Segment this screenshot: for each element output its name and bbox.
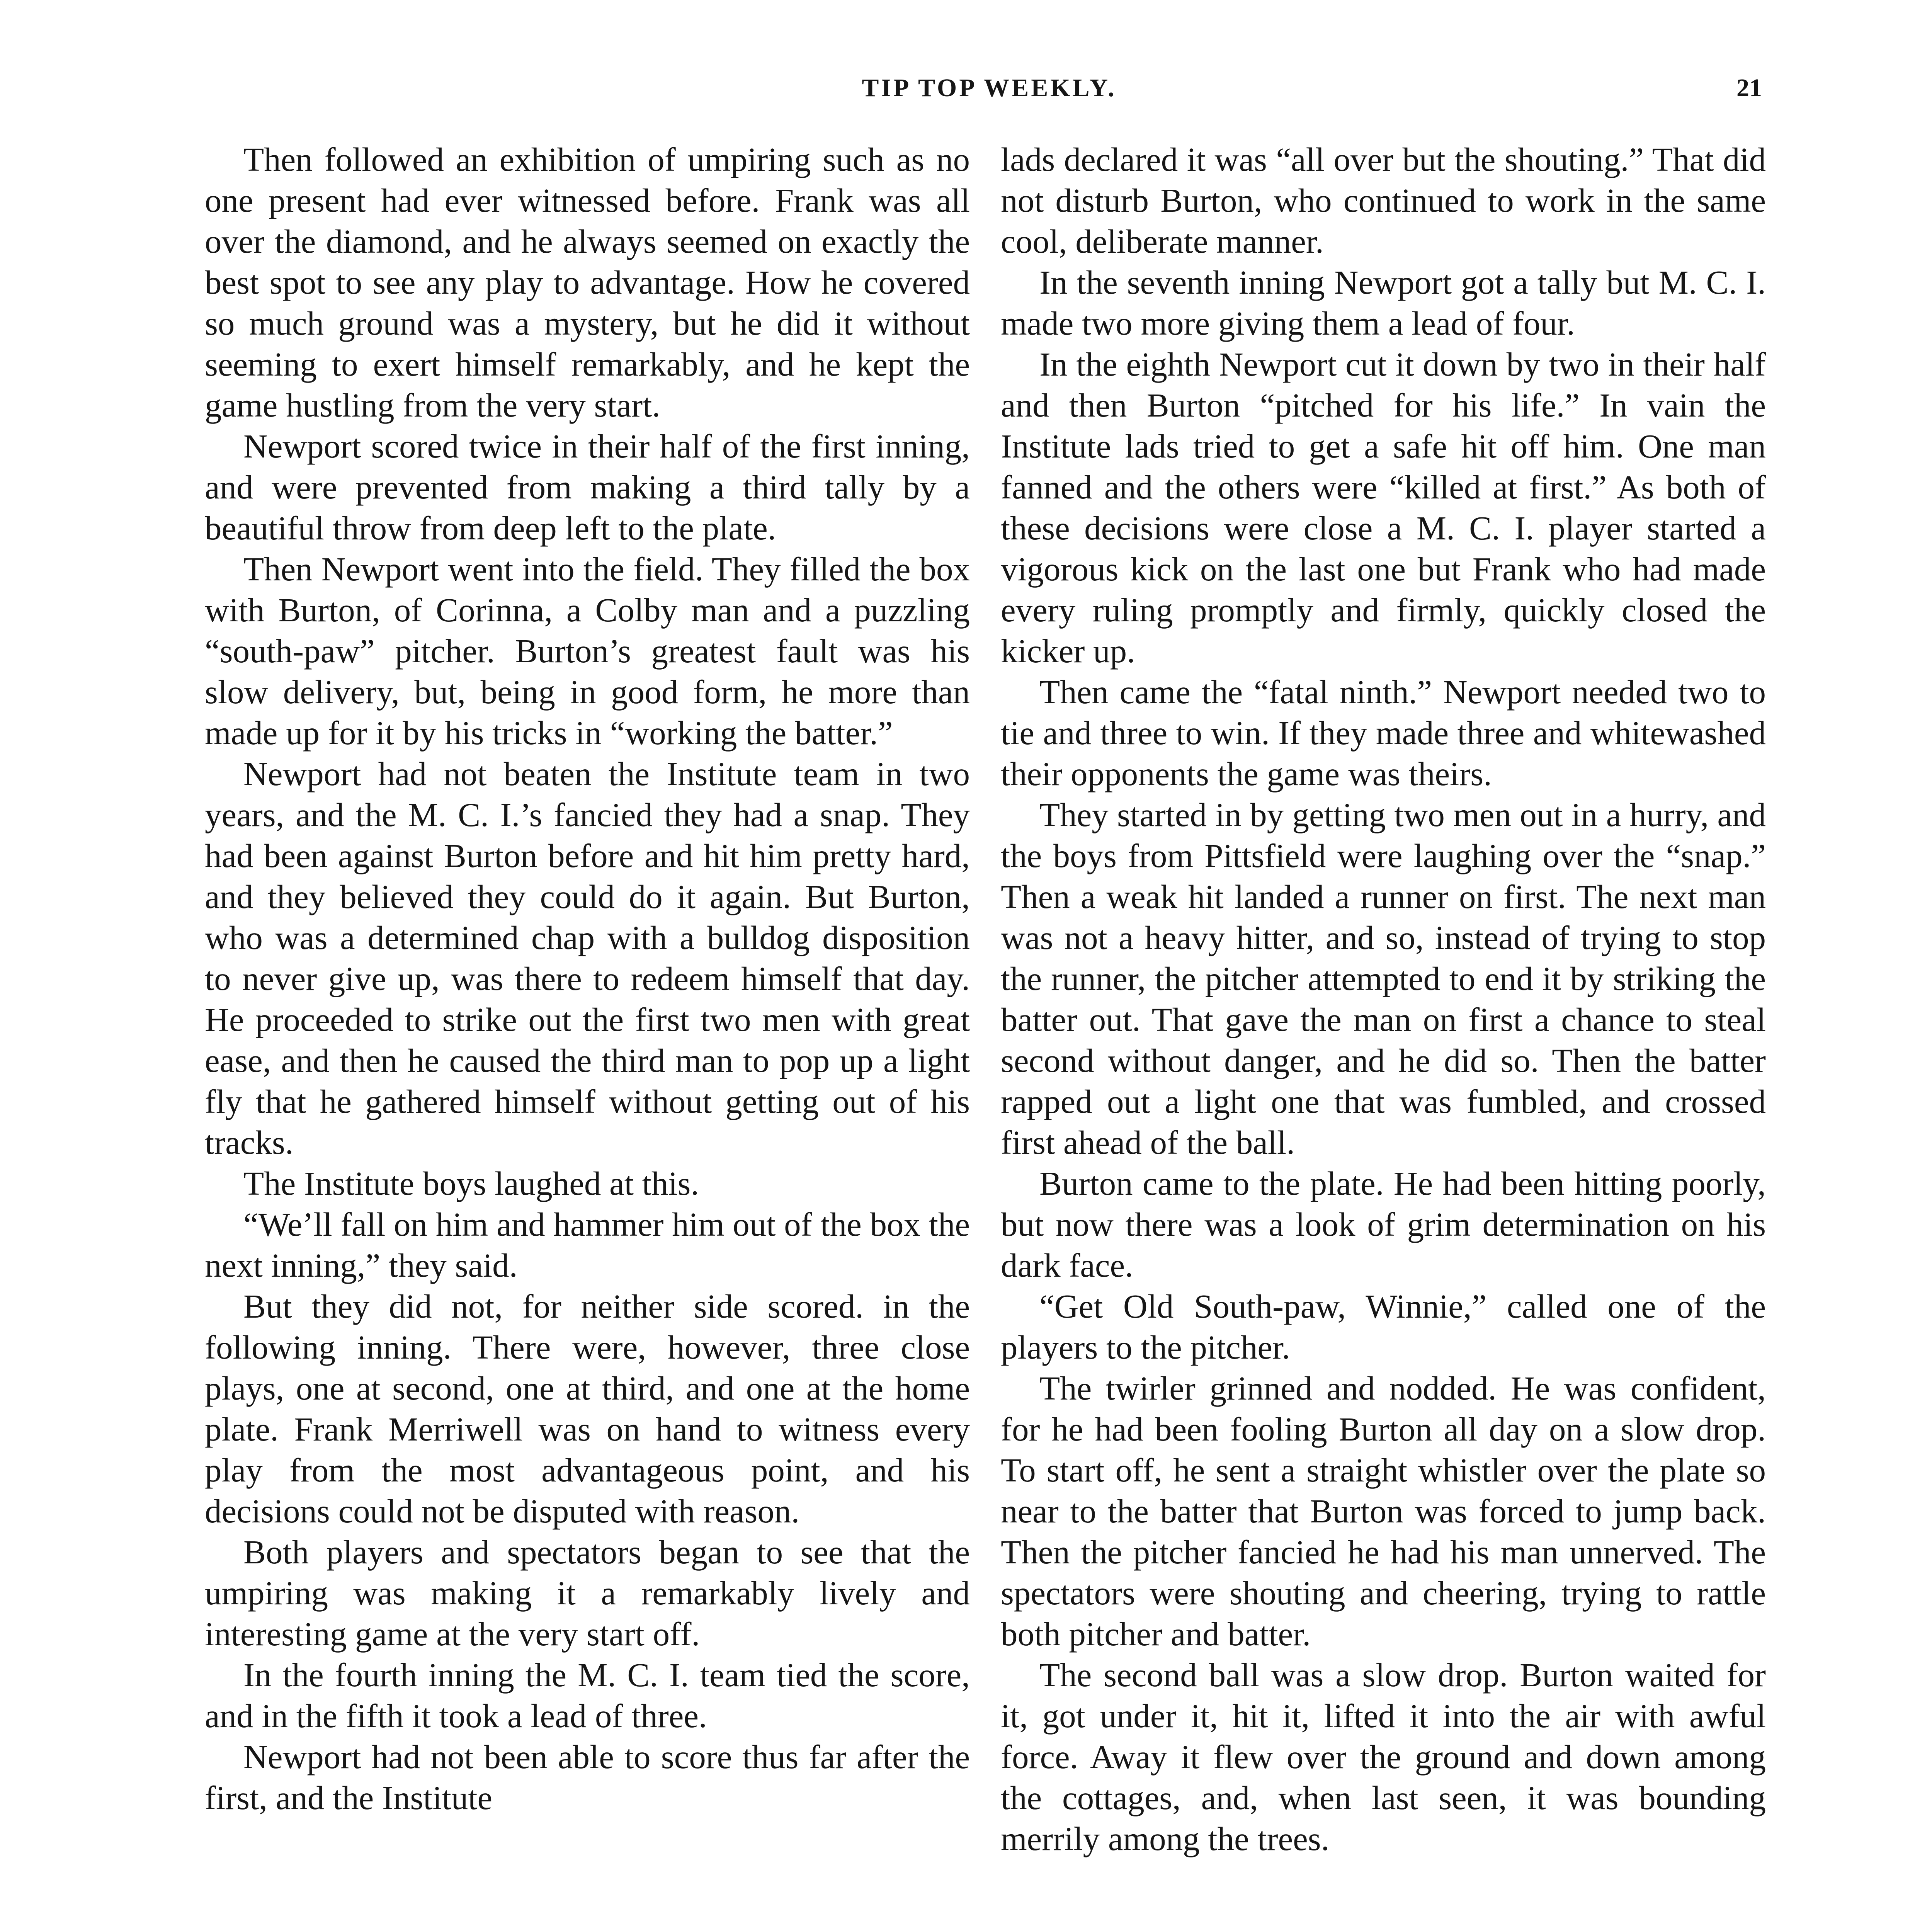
right-column [1001, 139, 1766, 1932]
paragraph: Both players and spectators began to see that the umpiring was making it a remarkably lively and interesting game at the very start off. [205, 1533, 970, 1653]
page-header [0, 58, 1932, 128]
left-column [205, 139, 970, 1932]
paragraph: The second ball was a slow drop. Burton waited for it, got under it, hit it, lifted it into the air with awful force. Away it flew over the ground and down among the cottages, and, when last seen, it was bounding merrily among the trees. [1001, 1656, 1766, 1857]
paragraph: In the eighth Newport cut it down by two in their half and then Burton “pitched for his life.” In vain the Institute lads tried to get a safe hit off him. One man fanned and the others were “killed at first.” As both of these decisions were close a M. C. I. player started a vigorous kick on the last one but Frank who had made every ruling promptly and firmly, quickly closed the kicker up. [1001, 345, 1766, 670]
paragraph: Newport had not been able to score thus far after the first, and the Institute [205, 1738, 970, 1816]
paragraph: “Get Old South-paw, Winnie,” called one of the players to the pitcher. [1001, 1287, 1766, 1366]
paragraph-continued: lads declared it was “all over but the shouting.” That did not disturb Burton, who continued to work in the same cool, deliberate manner. [1001, 141, 1766, 260]
running-title: TIP TOP WEEKLY. [862, 74, 1117, 102]
paragraph: The twirler grinned and nodded. He was confident, for he had been fooling Burton all day on a slow drop. To start off, he sent a straight whistler over the plate so near to the batter that Burton was forced to jump back. Then the pitcher fancied he had his man unnerved. The spectators were shouting and cheering, trying to rattle both pitcher and batter. [1001, 1369, 1766, 1653]
paragraph: In the fourth inning the M. C. I. team tied the score, and in the fifth it took a lead of three. [205, 1656, 970, 1735]
paragraph: They started in by getting two men out in a hurry, and the boys from Pittsfield were laughing over the “snap.” Then a weak hit landed a runner on first. The next man was not a heavy hitter, and so, instead of trying to stop the runner, the pitcher attempted to end it by striking the batter out. That gave the man on first a chance to steal second without danger, and he did so. Then the batter rapped out a light one that was fumbled, and crossed first ahead of the ball. [1001, 796, 1766, 1161]
paragraph: “We’ll fall on him and hammer him out of the box the next inning,” they said. [205, 1206, 970, 1284]
paragraph: But they did not, for neither side scored. in the following inning. There were, however, three close plays, one at second, one at third, and one at the home plate. Frank Merriwell was on hand to witness every play from the most advantageous point, and his decisions could not be disputed with reason. [205, 1287, 970, 1530]
paragraph: Then came the “fatal ninth.” Newport needed two to tie and three to win. If they made three and whitewashed their opponents the game was theirs. [1001, 673, 1766, 793]
paragraph: The Institute boys laughed at this. [243, 1165, 699, 1202]
paragraph: In the seventh inning Newport got a tally but M. C. I. made two more giving them a lead of four. [1001, 264, 1766, 342]
paragraph: Newport had not beaten the Institute team in two years, and the M. C. I.’s fancied they had a snap. They had been against Burton before and hit him pretty hard, and they believed they could do it again. But Burton, who was a determined chap with a bulldog disposition to never give up, was there to redeem himself that day. He proceeded to strike out the first two men with great ease, and then he caused the third man to pop up a light fly that he gathered himself without getting out of his tracks. [205, 755, 970, 1161]
paragraph: Then followed an exhibition of umpiring such as no one present had ever witnessed before. Frank was all over the diamond, and he always seemed on exactly the best spot to see any play to advantage. How he covered so much ground was a mystery, but he did it without seeming to exert himself remarkably, and he kept the game hustling from the very start. [205, 141, 970, 424]
paragraph: Burton came to the plate. He had been hitting poorly, but now there was a look of grim determination on his dark face. [1001, 1165, 1766, 1284]
paragraph: Newport scored twice in their half of the first inning, and were prevented from making a third tally by a beautiful throw from deep left to the plate. [205, 427, 970, 547]
paragraph: Then Newport went into the field. They filled the box with Burton, of Corinna, a Colby man and a puzzling “south-paw” pitcher. Burton’s greatest fault was his slow delivery, but, being in good form, he more than made up for it by his tricks in “working the batter.” [205, 550, 970, 752]
page-number: 21 [1736, 74, 1762, 102]
